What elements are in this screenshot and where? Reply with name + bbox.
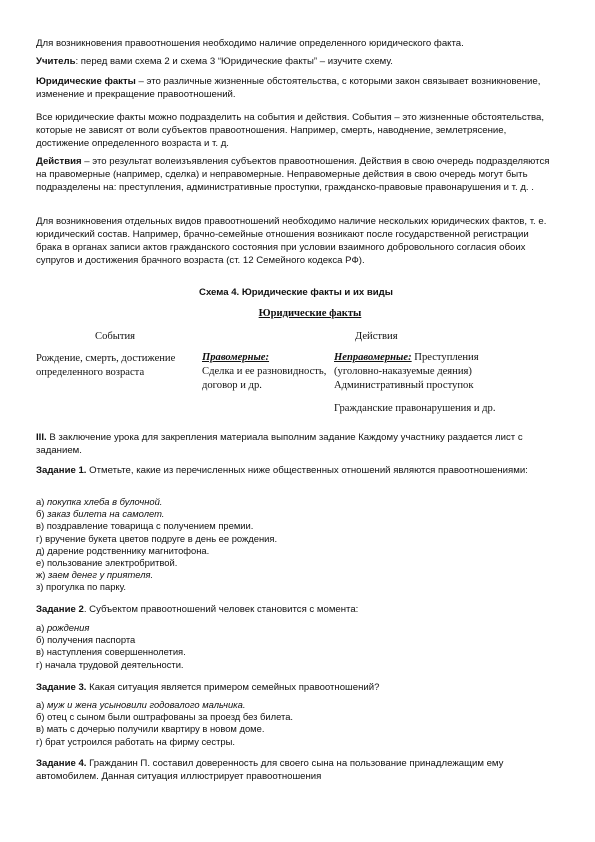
task3-text: Какая ситуация является примером семейных правоотношений? bbox=[86, 682, 380, 693]
task1-option bbox=[36, 569, 556, 581]
teacher-text: : перед вами схема 2 и схема 3 “Юридические факты” – изучите схему. bbox=[75, 56, 393, 67]
legal-facts-definition: – это различные жизненные обстоятельства, с которыми закон связывает возникновение, изменение и прекращение правоотношений. bbox=[36, 76, 541, 100]
option-prefix: ж) bbox=[36, 569, 48, 581]
option-prefix: б) bbox=[36, 634, 48, 646]
task3-option bbox=[36, 723, 556, 735]
option-prefix: в) bbox=[36, 520, 47, 532]
task3-option bbox=[36, 699, 556, 711]
scheme-lawful-block bbox=[202, 351, 330, 393]
option-prefix: г) bbox=[36, 658, 46, 670]
intro-paragraph bbox=[36, 37, 556, 50]
actions-definition: – это результат волеизъявления субъектов правоотношения. Действия в свою очередь подразделяются на правомерные (например, сделка) и неправомерные. Неправомерные действия в свою очередь могут быть подразделены на: преступления, административные проступки, гражданско-правовые правонарушения и т. д. . bbox=[36, 156, 550, 193]
teacher-paragraph bbox=[36, 55, 556, 68]
task2-text: . Субъектом правоотношений человек становится с момента: bbox=[83, 604, 359, 615]
task1-label: Задание 1. bbox=[36, 465, 87, 476]
option-prefix: г) bbox=[36, 735, 46, 747]
option-prefix: е) bbox=[36, 557, 47, 569]
task1-option bbox=[36, 581, 556, 593]
task4-label: Задание 4. bbox=[36, 758, 87, 769]
intro-text: Для возникновения правоотношения необходимо наличие определенного юридического факта. bbox=[36, 38, 464, 49]
option-text: получения паспорта bbox=[47, 634, 136, 646]
task1-text: Отметьте, какие из перечисленных ниже общественных отношений являются правоотношениями: bbox=[86, 465, 528, 476]
task3-label: Задание 3. bbox=[36, 682, 87, 693]
task2-option bbox=[36, 622, 556, 634]
option-text: пользование электробритвой. bbox=[46, 557, 178, 569]
task1-option bbox=[36, 545, 556, 557]
task2-label: Задание 2 bbox=[36, 604, 84, 615]
task1-option bbox=[36, 496, 556, 508]
option-prefix: а) bbox=[36, 496, 47, 507]
events-paragraph bbox=[36, 111, 556, 150]
option-prefix: а) bbox=[36, 699, 47, 710]
composition-paragraph bbox=[36, 215, 556, 267]
option-text: прогулка по парку. bbox=[46, 581, 126, 593]
task3-options bbox=[36, 699, 556, 748]
option-text: начала трудовой деятельности. bbox=[45, 658, 184, 670]
actions-paragraph bbox=[36, 155, 556, 194]
task1-options bbox=[36, 496, 556, 594]
part3-label: III. bbox=[36, 432, 47, 443]
task4-text: Гражданин П. составил доверенность для своего сына на пользование принадлежащим ему автомобилем. Данная ситуация иллюстрирует правоотношения bbox=[36, 758, 504, 782]
option-prefix: а) bbox=[36, 622, 47, 633]
option-text: наступления совершеннолетия. bbox=[46, 646, 186, 658]
task3-option bbox=[36, 736, 556, 748]
scheme-events-header: События bbox=[95, 331, 136, 342]
option-text: покупка хлеба в булочной. bbox=[46, 496, 163, 507]
scheme-root: Юридические факты bbox=[258, 308, 362, 319]
option-prefix: б) bbox=[36, 711, 48, 723]
events-text: Все юридические факты можно подразделить на события и действия. События – это жизненные обстоятельства, которые не зависят от воли субъектов правоотношения. Например, смерть, наводнение, землетрясение, достижение определенного возраста и т. д. bbox=[36, 112, 545, 149]
option-text: дарение родственнику магнитофона. bbox=[47, 544, 210, 556]
task2-option bbox=[36, 634, 556, 646]
legal-facts-term: Юридические факты bbox=[36, 76, 136, 87]
scheme-unlawful-line2: (уголовно-наказуемые деяния) bbox=[334, 366, 472, 377]
part3-paragraph bbox=[36, 431, 556, 457]
task2-options bbox=[36, 622, 556, 671]
task1-question bbox=[36, 464, 556, 477]
task1-option bbox=[36, 508, 556, 520]
option-text: вручение букета цветов подруге в день ее рождения. bbox=[45, 532, 278, 544]
option-prefix: з) bbox=[36, 581, 47, 593]
option-prefix: в) bbox=[36, 646, 47, 658]
task3-question bbox=[36, 681, 556, 694]
scheme-lawful-label: Правомерные: bbox=[202, 352, 270, 363]
part3-text: В заключение урока для закрепления материала выполним задание Каждому участнику раздается лист с заданием. bbox=[36, 432, 523, 456]
task2-option bbox=[36, 646, 556, 658]
teacher-label: Учитель bbox=[36, 56, 76, 67]
option-prefix: б) bbox=[36, 508, 48, 520]
scheme-unlawful-block bbox=[334, 351, 559, 416]
option-text: заем денег у приятеля. bbox=[48, 569, 154, 581]
task3-option bbox=[36, 711, 556, 723]
task1-option bbox=[36, 520, 556, 532]
task4-question bbox=[36, 757, 556, 783]
task2-question bbox=[36, 603, 556, 616]
option-text: брат устроился работать на фирму сестры. bbox=[45, 735, 235, 747]
option-prefix: в) bbox=[36, 723, 47, 735]
option-text: мать с дочерью получили квартиру в новом доме. bbox=[46, 723, 265, 735]
option-prefix: г) bbox=[36, 532, 46, 544]
option-text: отец с сыном были оштрафованы за проезд без билета. bbox=[47, 711, 294, 723]
option-text: поздравление товарища с получением премии. bbox=[46, 520, 254, 532]
scheme-events-text: Рождение, смерть, достижение определенного возраста bbox=[36, 353, 176, 378]
legal-facts-paragraph bbox=[36, 75, 556, 101]
scheme-unlawful-label: Неправомерные: bbox=[334, 352, 412, 363]
scheme-lawful-text: Сделка и ее разновидность, договор и др. bbox=[202, 366, 327, 391]
scheme-unlawful-line1: Преступления bbox=[411, 352, 479, 363]
actions-term: Действия bbox=[36, 156, 82, 167]
task1-option bbox=[36, 533, 556, 545]
scheme-unlawful-line3: Административный проступок bbox=[334, 380, 474, 391]
scheme-actions-header: Действия bbox=[355, 331, 398, 342]
task1-option bbox=[36, 557, 556, 569]
task2-option bbox=[36, 659, 556, 671]
scheme-unlawful-line4: Гражданские правонарушения и др. bbox=[334, 403, 496, 414]
scheme-caption: Схема 4. Юридические факты и их виды bbox=[199, 287, 393, 298]
option-prefix: д) bbox=[36, 544, 48, 556]
option-text: рождения bbox=[46, 622, 90, 633]
composition-text: Для возникновения отдельных видов правоотношений необходимо наличие нескольких юридических фактов, т. е. юридический состав. Например, брачно-семейные отношения возникают после государственной регистрации брака в органах записи актов гражданского состояния при условии взаимного добровольного согласия обоих супругов и достижения брачного возраста (ст. 12 Семейного кодекса РФ). bbox=[36, 216, 547, 266]
option-text: муж и жена усыновили годовалого мальчика. bbox=[46, 699, 246, 710]
option-text: заказ билета на самолет. bbox=[47, 508, 165, 520]
